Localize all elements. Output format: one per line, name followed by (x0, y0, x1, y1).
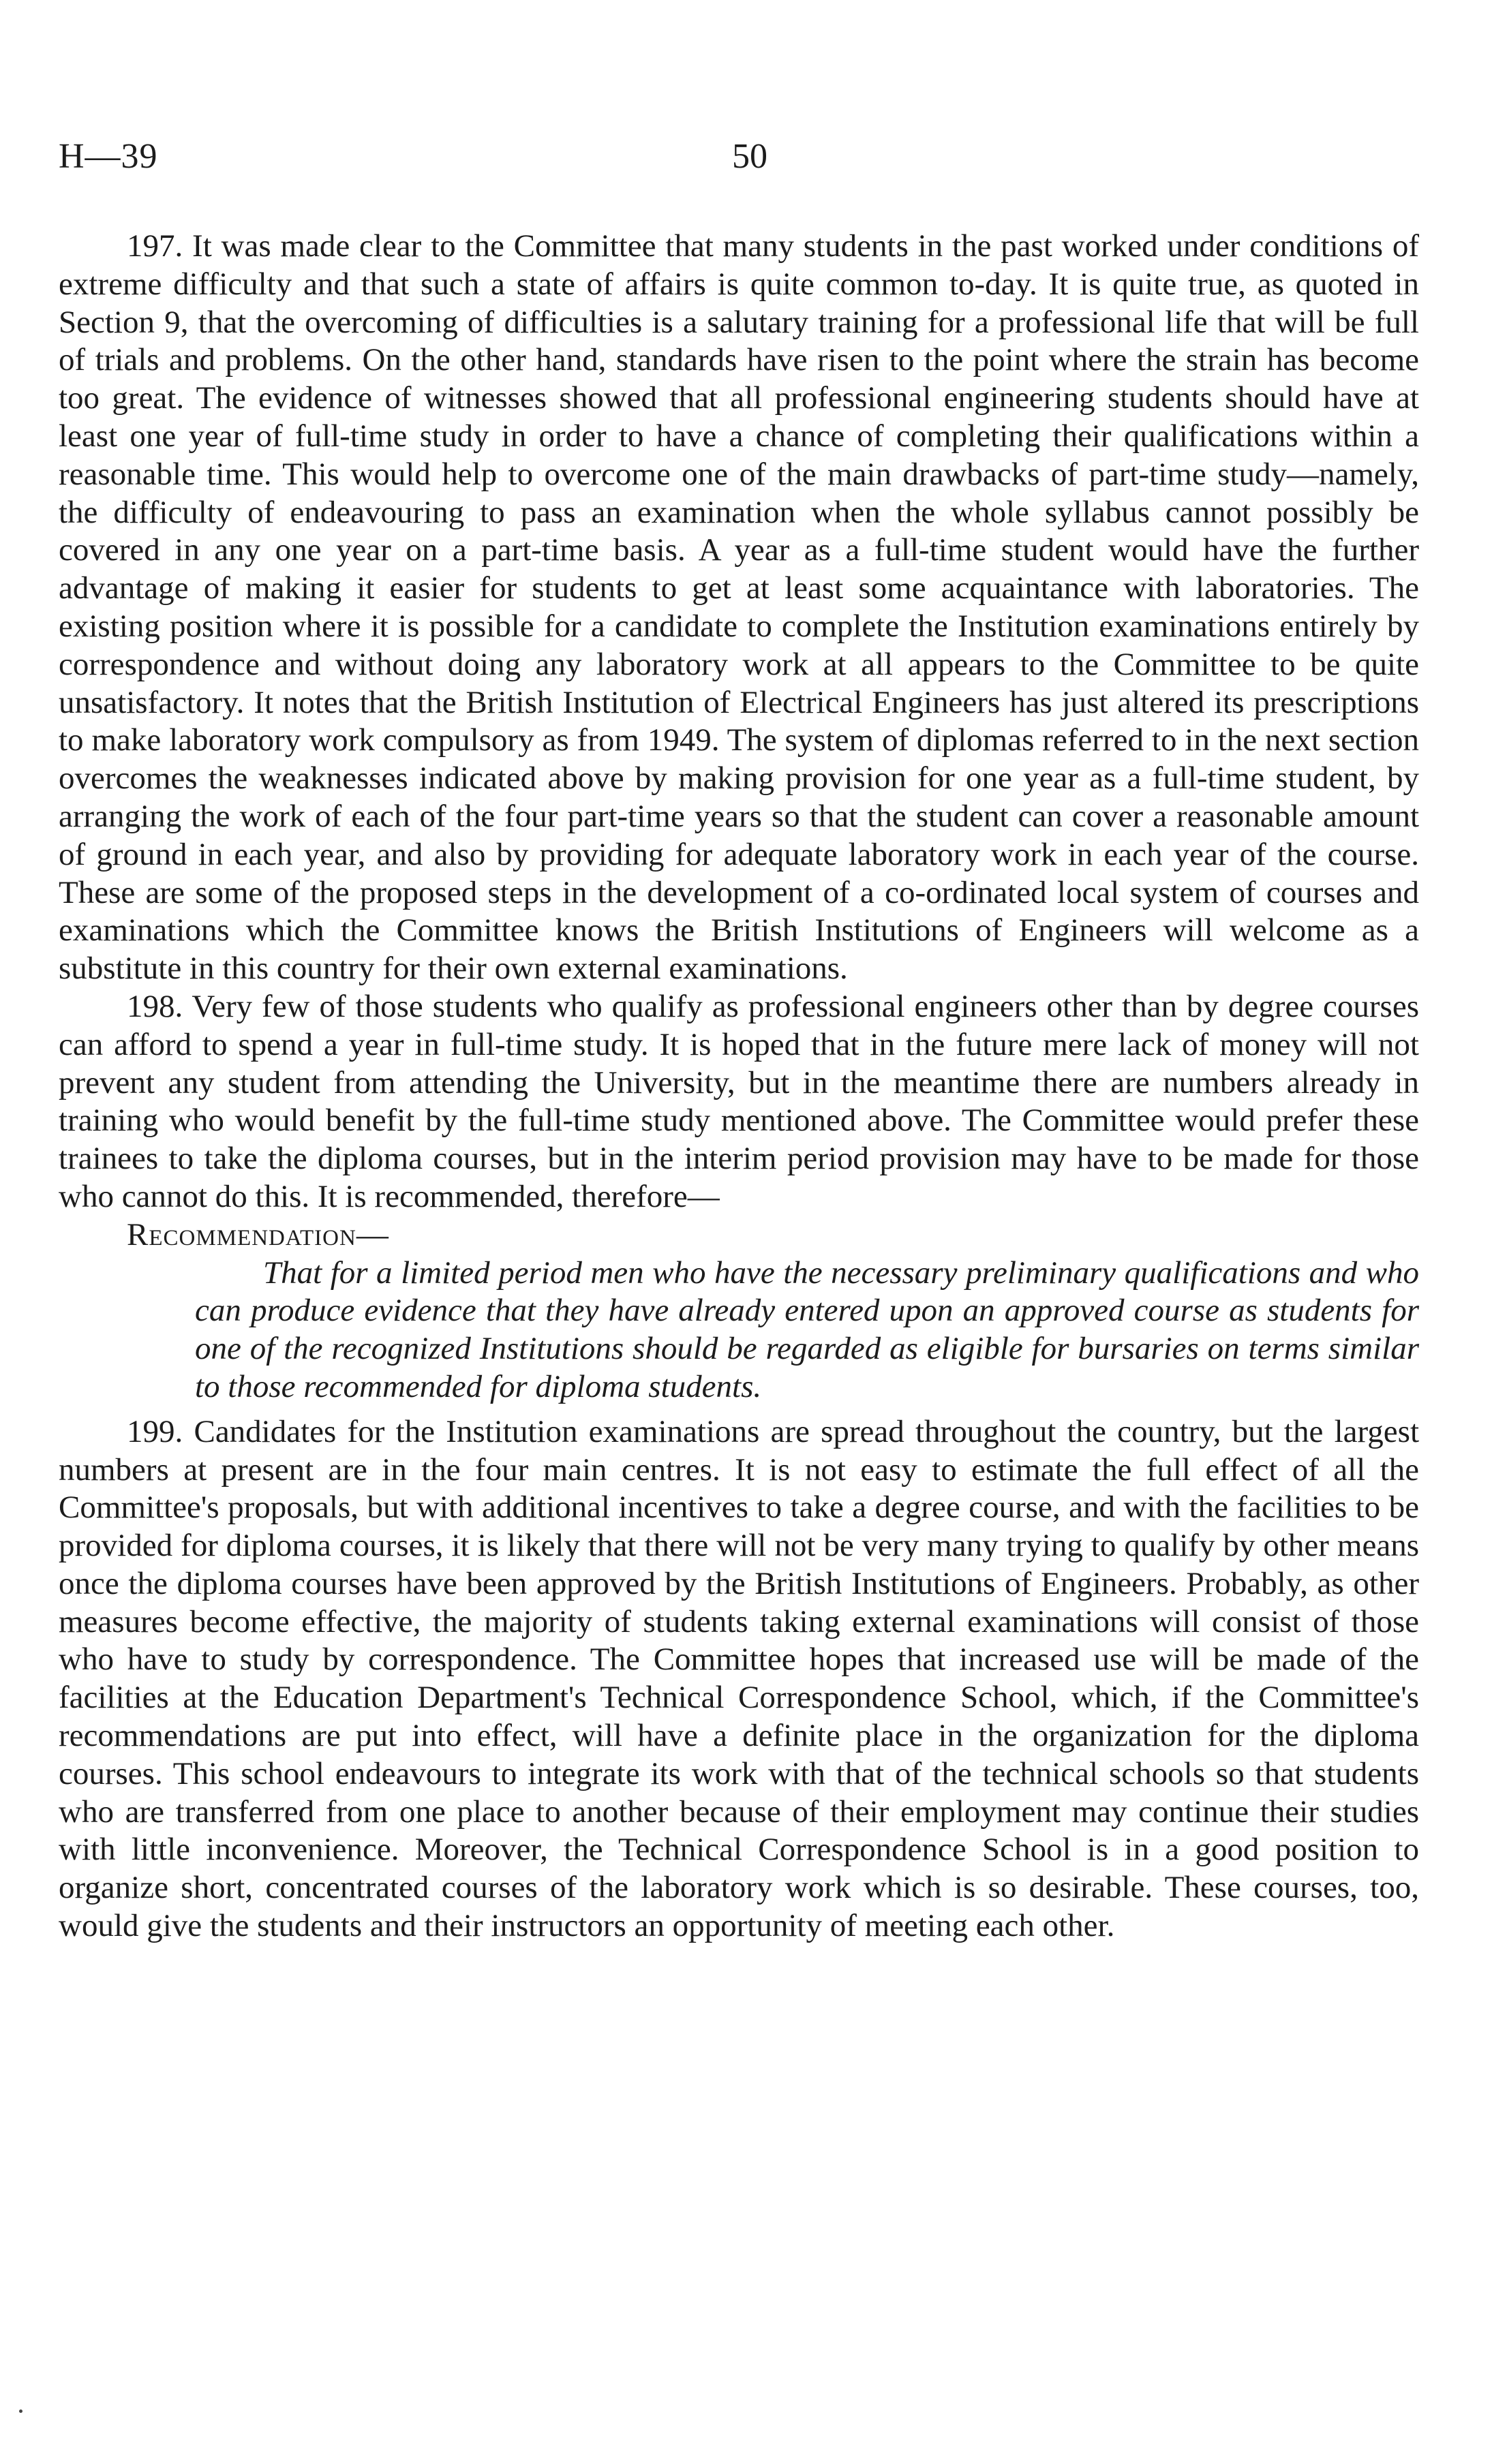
page-number: 50 (732, 137, 767, 176)
recommendation-text: That for a limited period men who have the necessary preliminary qualifications and who can produce evidence that they have already entered upon an approved course as students for one of the recognized Institutions should be regarded as eligible for bursaries on terms similar to those recommended for diploma students. (195, 1254, 1419, 1404)
document-reference: H—39 (59, 137, 158, 176)
paragraph-198: 198. Very few of those students who qualify as professional engineers other than by degree courses can afford to spend a year in full-time study. It is hoped that in the future mere lack of money will not prevent any student from attending the University, but in the meantime there are numbers already in training who would benefit by the full-time study mentioned above. The Committee would prefer these trainees to take the diploma courses, but in the interim period provision may have to be made for those who cannot do this. It is recommended, therefore— (59, 988, 1419, 1214)
page-header (59, 129, 1456, 184)
margin-dot (19, 2409, 22, 2413)
recommendation-heading: Recommendation— (127, 1216, 389, 1252)
paragraph-199: 199. Candidates for the Institution examinations are spread throughout the country, but the largest numbers at present are in the four main centres. It is not easy to estimate the full effect of all the Committee's proposals, but with additional incentives to take a degree course, and with the facilities to be provided for diploma courses, it is likely that there will not be very many trying to qualify by other means once the diploma courses have been approved by the British Institutions of Engineers. Probably, as other measures become effective, the majority of students taking external examinations will consist of those who have to study by correspondence. The Committee hopes that increased use will be made of the facilities at the Education Department's Technical Correspondence School, which, if the Committee's recommendations are put into effect, will have a definite place in the organization for the diploma courses. This school endeavours to integrate its work with that of the technical schools so that students who are transferred from one place to another because of their employment may continue their studies with little inconvenience. Moreover, the Technical Correspondence School is in a good position to organize short, concentrated courses of the laboratory work which is so desirable. These courses, too, would give the students and their instructors an opportunity of meeting each other. (59, 1413, 1419, 1944)
paragraph-197: 197. It was made clear to the Committee that many students in the past worked under conditions of extreme difficulty and that such a state of affairs is quite common to-day. It is quite true, as quoted in Section 9, that the overcoming of difficulties is a salutary training for a professional life that will be full of trials and problems. On the other hand, standards have risen to the point where the strain has become too great. The evidence of witnesses showed that all professional engineering students should have at least one year of full-time study in order to have a chance of completing their qualifications within a reasonable time. This would help to overcome one of the main drawbacks of part-time study—namely, the difficulty of endeavouring to pass an examination when the whole syllabus cannot possibly be covered in any one year on a part-time basis. A year as a full-time student would have the further advantage of making it easier for students to get at least some acquaintance with laboratories. The existing position where it is possible for a candidate to complete the Institution examinations entirely by correspondence and without doing any laboratory work at all appears to the Committee to be quite unsatisfactory. It notes that the British Institution of Electrical Engineers has just altered its prescriptions to make laboratory work compulsory as from 1949. The system of diplomas referred to in the next section overcomes the weaknesses indicated above by making provision for one year as a full-time student, by arranging the work of each of the four part-time years so that the student can cover a reasonable amount of ground in each year, and also by providing for adequate laboratory work in each year of the course. These are some of the proposed steps in the development of a co-ordinated local system of courses and examinations which the Committee knows the British Institutions of Engineers will welcome as a substitute in this country for their own external examinations. (59, 228, 1419, 987)
body-text (59, 228, 1419, 1945)
